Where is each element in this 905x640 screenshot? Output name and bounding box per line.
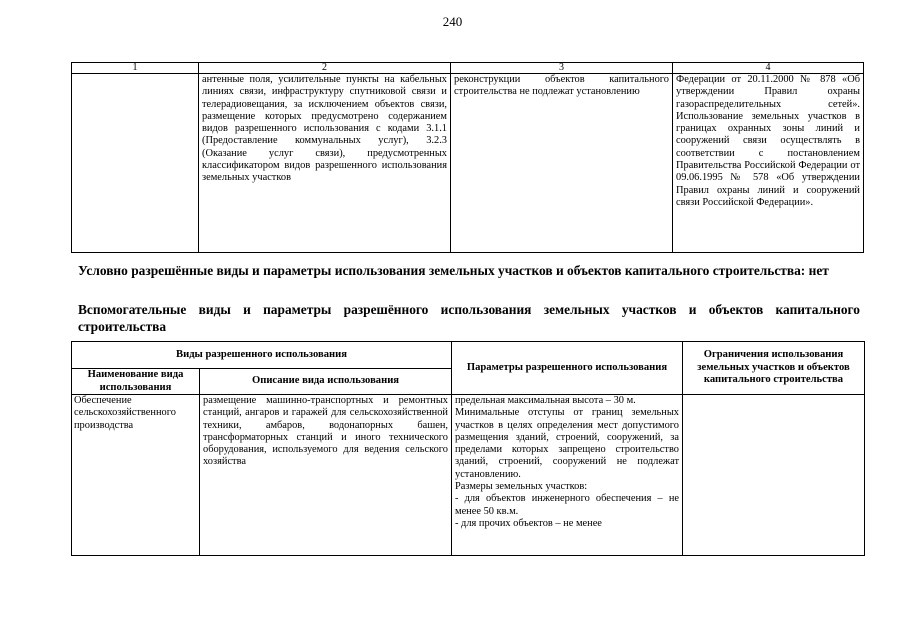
page-number: 240	[442, 14, 463, 29]
column-number-row	[72, 63, 864, 74]
header-use-types: Виды разрешенного использования	[72, 342, 452, 369]
column-number-2: 2	[199, 63, 451, 74]
param-sizes-title: Размеры земельных участков:	[455, 481, 588, 493]
header-parameters: Параметры разрешенного использования	[452, 342, 683, 395]
param-other-size: - для прочих объектов – не менее	[455, 517, 602, 529]
column-number-4: 4	[673, 63, 864, 74]
header-restrictions: Ограничения использования земельных участков и объектов капитального строительства	[683, 342, 865, 395]
auxiliary-uses-heading: Вспомогательные виды и параметры разрешённого использования земельных участков и объектов капитального строительства	[78, 302, 860, 334]
param-max-height: предельная максимальная высота – 30 м.	[455, 395, 636, 406]
cell-parameters	[452, 395, 683, 556]
table-row	[72, 74, 864, 253]
header-use-name: Наименование вида использования	[72, 369, 200, 395]
column-number-1: 1	[72, 63, 199, 74]
cell-use-name	[72, 74, 199, 253]
cell-use-description: антенные поля, усилительные пункты на кабельных линиях связи, инфраструктуру спутниковой связи и телерадиовещания, за исключением объектов связи, размещение которых предусмотрено содержанием видов разрешенного использования с кодами 3.1.1 (Предоставление коммунальных услуг), 3.2.3 (Оказание услуг связи), предусмотренных классификатором видов разрешенного использования земельных участков	[199, 74, 451, 253]
header-use-description: Описание вида использования	[200, 369, 452, 395]
cell-parameters: реконструкции объектов капитального строительства не подлежат установлению	[451, 74, 673, 253]
auxiliary-uses-table	[71, 341, 865, 556]
continuation-table	[71, 62, 864, 253]
cell-use-name: Обеспечение сельскохозяйственного производства	[72, 395, 200, 556]
cell-restrictions: Федерации от 20.11.2000 № 878 «Об утверждении Правил охраны газораспределительных сетей». Использование земельных участков в границах охранных зоны линий и сооружений связи осуществлять в соответствии с постановлением Правительства Российской Федерации от 09.06.1995 № 578 «Об утверждении Правил охраны линий и сооружений связи Российской Федерации».	[673, 74, 864, 253]
conditional-uses-heading: Условно разрешённые виды и параметры использования земельных участков и объектов капитального строительства: нет	[78, 263, 829, 278]
param-engineering-size: - для объектов инженерного обеспечения – не менее 50 кв.м.	[455, 493, 679, 517]
column-number-3: 3	[451, 63, 673, 74]
table-row	[72, 395, 865, 556]
param-setbacks: Минимальные отступы от границ земельных участков в целях определения мест допустимого размещения зданий, строений, сооружений, за пределами которых запрещено строительство зданий, строений, сооружений не подлежат установлению.	[455, 407, 679, 480]
header-row	[72, 342, 865, 369]
cell-use-description: размещение машинно-транспортных и ремонтных станций, ангаров и гаражей для сельскохозяйственной техники, амбаров, водонапорных башен, трансформаторных станций и иного технического оборудования, используемого для ведения сельского хозяйства	[200, 395, 452, 556]
cell-restrictions	[683, 395, 865, 556]
